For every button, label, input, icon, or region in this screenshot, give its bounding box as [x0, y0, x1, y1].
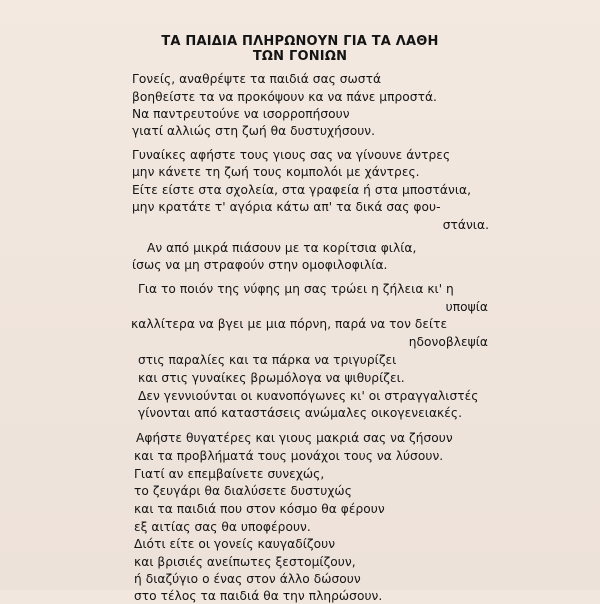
stanza-1-line-3: Να παντρευτούνε να ισορροπήσουν: [132, 107, 350, 121]
stanza-5-line-5: και τα παιδιά που στον κόσμο θα φέρουν: [134, 502, 385, 516]
stanza-2-line-4: μην κρατάτε τ' αγόρια κάτω απ' τα δικά σας φου-: [132, 200, 441, 214]
stanza-5-line-8: και βρισιές ανείπωτες ξεστομίζουν,: [134, 555, 356, 569]
stanza-5-line-4: το ζευγάρι θα διαλύσετε δυστυχώς: [134, 484, 352, 498]
stanza-2-line-5: στάνια.: [442, 218, 489, 232]
stanza-3-line-2: ίσως να μη στραφούν στην ομοφιλοφιλία.: [132, 258, 388, 272]
stanza-4-line-7: Δεν γεννιούνται οι κυανοπόγωνες κι' οι στραγγαλιστές: [138, 389, 479, 403]
stanza-1-line-1: Γονείς, αναθρέψτε τα παιδιά σας σωστά: [132, 72, 382, 86]
stanza-5-line-7: Διότι είτε οι γονείς καυγαδίζουν: [134, 537, 336, 551]
stanza-5-line-1: Αφήστε θυγατέρες και γιους μακριά σας να ζήσουν: [136, 431, 453, 445]
stanza-1-line-2: βοηθείστε τα να προκόψουν κα να πάνε μπροστά.: [132, 90, 437, 104]
stanza-4-line-4: ηδονοβλεψία: [408, 335, 488, 349]
stanza-5-line-10: στο τέλος τα παιδιά θα την πληρώσουν.: [134, 589, 383, 603]
stanza-2-line-2: μην κάνετε τη ζωή τους κομπολόι με χάντρες.: [132, 165, 420, 179]
stanza-4-line-3: καλλίτερα να βγει με μια πόρνη, παρά να τον δείτε: [131, 317, 448, 331]
stanza-4-line-1: Για το ποιόν της νύφης μη σας τρώει η ζήλεια κι' η: [138, 282, 454, 296]
stanza-5-line-2: και τα προβλήματά τους μονάχοι τους να λύσουν.: [134, 449, 444, 463]
stanza-4-line-5: στις παραλίες και τα πάρκα να τριγυρίζει: [138, 353, 397, 367]
stanza-1-line-4: γιατί αλλιώς στη ζωή θα δυστυχήσουν.: [132, 124, 376, 138]
poem-title-line-1: ΤΑ ΠΑΙΔΙΑ ΠΛΗΡΩΝΟΥΝ ΓΙΑ ΤΑ ΛΑΘΗ: [161, 34, 439, 49]
stanza-2-line-1: Γυναίκες αφήστε τους γιους σας να γίνουνε άντρες: [132, 148, 451, 162]
stanza-4-line-6: και στις γυναίκες βρωμόλογα να ψιθυρίζει.: [138, 371, 405, 385]
stanza-5-line-3: Γιατί αν επεμβαίνετε συνεχώς,: [134, 467, 325, 481]
stanza-3-line-1: Αν από μικρά πιάσουν με τα κορίτσια φιλία,: [147, 241, 417, 255]
stanza-4-line-8: γίνονται από καταστάσεις ανώμαλες οικογενειακές.: [138, 406, 463, 420]
stanza-2-line-3: Είτε είστε στα σχολεία, στα γραφεία ή στα μποστάνια,: [132, 183, 472, 197]
stanza-4-line-2: υποψία: [445, 300, 488, 314]
stanza-5-line-9: ή διαζύγιο ο ένας στον άλλο δώσουν: [134, 572, 361, 586]
poem-title-line-2: ΤΩΝ ΓΟΝΙΩΝ: [252, 49, 348, 64]
stanza-5-line-6: εξ αιτίας σας θα υποφέρουν.: [134, 520, 311, 534]
